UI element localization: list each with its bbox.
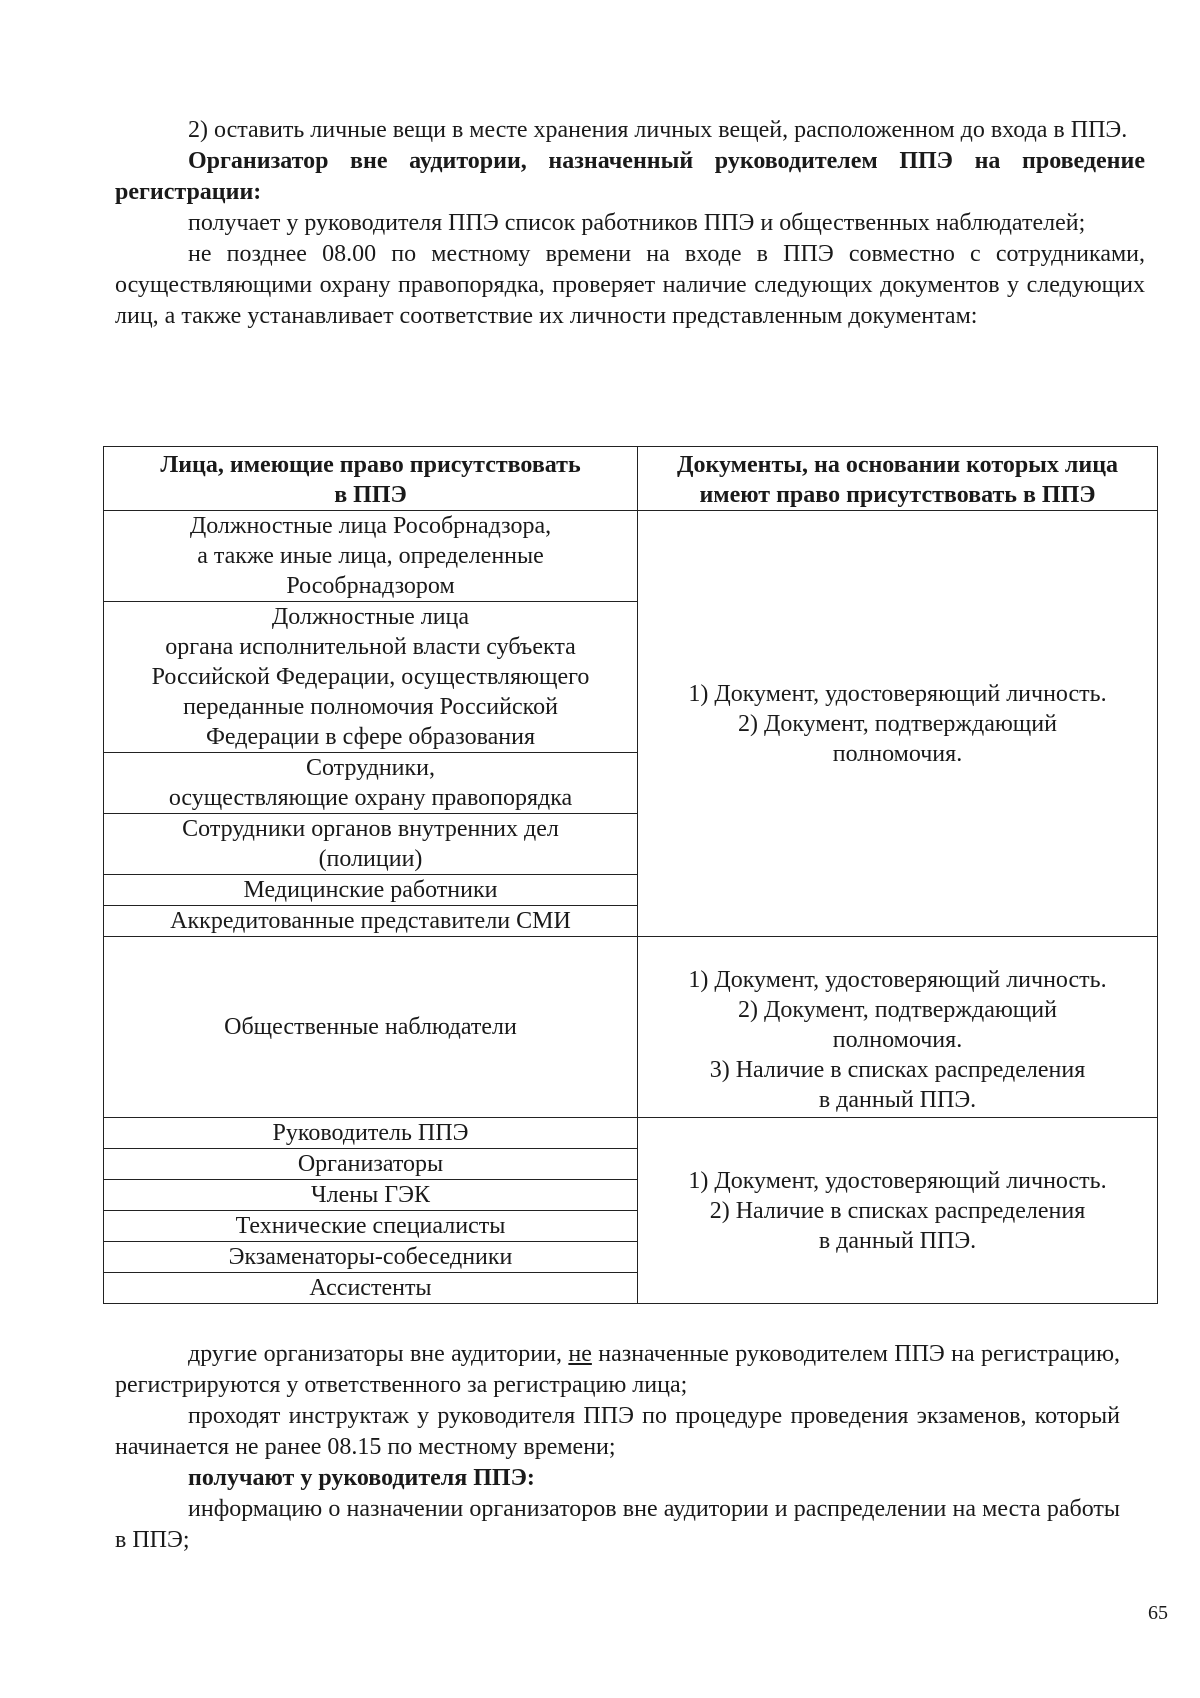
intro-section	[115, 115, 1145, 332]
intro-paragraph-1: получает у руководителя ППЭ список работников ППЭ и общественных наблюдателей;	[188, 210, 1086, 236]
table-row	[104, 1118, 1158, 1149]
person-cell: Организаторы	[104, 1149, 638, 1180]
outro-paragraph-1	[115, 1339, 1120, 1401]
table-row	[104, 511, 1158, 602]
person-cell: Технические специалисты	[104, 1211, 638, 1242]
page-number: 65	[1148, 1602, 1168, 1624]
person-cell: Медицинские работники	[104, 875, 638, 906]
access-documents-table	[103, 446, 1158, 1304]
person-cell: Должностные лица органа исполнительной власти субъекта Российской Федерации, осуществляющего переданные полномочия Российской Федерации в сфере образования	[104, 602, 638, 753]
person-cell: Сотрудники, осуществляющие охрану правопорядка	[104, 753, 638, 814]
person-cell: Ассистенты	[104, 1273, 638, 1304]
documents-cell-group-3: 1) Документ, удостоверяющий личность. 2) Наличие в списках распределения в данный ППЭ.	[638, 1118, 1158, 1304]
intro-item-2: 2) оставить личные вещи в месте хранения личных вещей, расположенном до входа в ППЭ.	[188, 117, 1128, 143]
documents-cell-group-2: 1) Документ, удостоверяющий личность. 2) Документ, подтверждающий полномочия. 3) Наличие в списках распределения в данный ППЭ.	[638, 937, 1158, 1118]
outro-p1-end: назначенные руководителем ППЭ на регистрацию, регистрируются у ответственного за регистрацию лица;	[115, 1341, 1121, 1398]
registration-organizer-heading: Организатор вне аудитории, назначенный руководителем ППЭ на проведение регистрации:	[115, 148, 1145, 205]
outro-heading: получают у руководителя ППЭ:	[188, 1465, 535, 1491]
person-cell: Экзаменаторы-собеседники	[104, 1242, 638, 1273]
outro-section	[115, 1339, 1120, 1556]
documents-cell-group-1: 1) Документ, удостоверяющий личность. 2) Документ, подтверждающий полномочия.	[638, 511, 1158, 937]
intro-paragraph-2: не позднее 08.00 по местному времени на входе в ППЭ совместно с сотрудниками, осуществляющими охрану правопорядка, проверяет наличие следующих документов у следующих лиц, а также устанавливает соответствие их личности представленным документам:	[115, 241, 1145, 329]
person-cell: Должностные лица Рособрнадзора, а также иные лица, определенные Рособрнадзором	[104, 511, 638, 602]
person-cell: Руководитель ППЭ	[104, 1118, 638, 1149]
outro-paragraph-2: проходят инструктаж у руководителя ППЭ по процедуре проведения экзаменов, который начинается не ранее 08.15 по местному времени;	[115, 1403, 1120, 1460]
underlined-not: не	[568, 1341, 592, 1367]
person-cell: Члены ГЭК	[104, 1180, 638, 1211]
header-documents: Документы, на основании которых лица имеют право присутствовать в ППЭ	[638, 447, 1158, 511]
person-cell: Сотрудники органов внутренних дел (полиции)	[104, 814, 638, 875]
outro-p1-start: другие организаторы вне аудитории,	[188, 1341, 562, 1367]
table-header-row	[104, 447, 1158, 511]
header-persons: Лица, имеющие право присутствовать в ППЭ	[104, 447, 638, 511]
outro-paragraph-3: информацию о назначении организаторов вне аудитории и распределении на места работы в ППЭ;	[115, 1496, 1120, 1553]
table-row	[104, 937, 1158, 1118]
person-cell: Общественные наблюдатели	[104, 937, 638, 1118]
person-cell: Аккредитованные представители СМИ	[104, 906, 638, 937]
